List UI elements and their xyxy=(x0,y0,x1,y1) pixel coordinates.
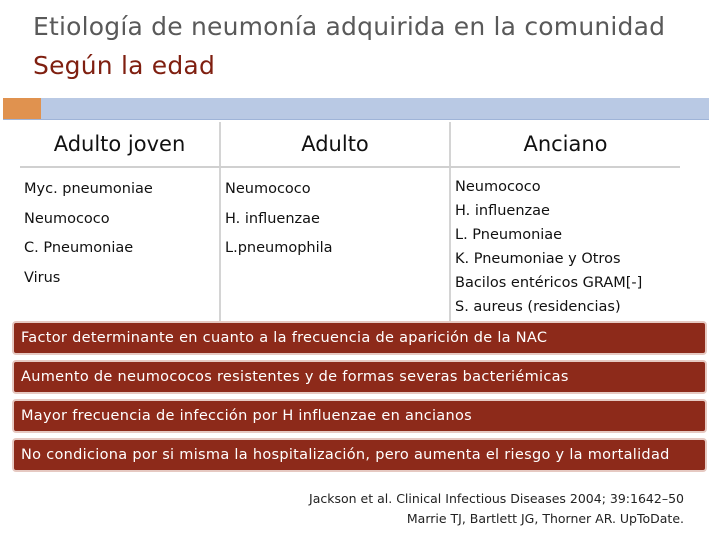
accent-bar-blue xyxy=(41,98,709,120)
list-item: Neumococo xyxy=(24,210,110,227)
list-item: Myc. pneumoniae xyxy=(24,181,153,197)
column-adulto-joven xyxy=(20,167,220,325)
fact-bar-hospitalization: No condiciona por si misma la hospitalización, pero aumenta el riesgo y la mortalidad xyxy=(12,438,707,472)
list-item: K. Pneumoniae y Otros xyxy=(455,251,621,267)
header-anciano: Anciano xyxy=(450,122,680,167)
list-item: S. aureus (residencias) xyxy=(455,299,621,315)
accent-bar-orange xyxy=(3,98,41,120)
fact-bar-resistance: Aumento de neumococos resistentes y de formas severas bacteriémicas xyxy=(12,360,707,394)
list-item: H. influenzae xyxy=(455,203,550,219)
reference-marrie: Marrie TJ, Bartlett JG, Thorner AR. UpToDate. xyxy=(406,511,684,526)
list-item: C. Pneumoniae xyxy=(24,240,134,256)
list-item: L. Pneumoniae xyxy=(455,227,563,243)
list-item: Virus xyxy=(24,269,61,286)
slide-title: Etiología de neumonía adquirida en la comunidad xyxy=(33,12,666,41)
list-item: L.pneumophila xyxy=(225,240,333,256)
fact-bar-frequency: Factor determinante en cuanto a la frecuencia de aparición de la NAC xyxy=(12,321,707,355)
list-item: Neumococo xyxy=(455,179,541,195)
etiology-by-age-table xyxy=(20,122,680,325)
facts-list xyxy=(12,321,707,477)
header-adulto-joven: Adulto joven xyxy=(20,122,220,167)
header-adulto: Adulto xyxy=(220,122,450,167)
column-anciano xyxy=(450,167,680,325)
list-item: Bacilos entéricos GRAM[-] xyxy=(455,275,643,291)
references xyxy=(309,489,684,529)
fact-bar-h-influenzae: Mayor frecuencia de infección por H influenzae en ancianos xyxy=(12,399,707,433)
column-adulto xyxy=(220,167,450,325)
list-item: Neumococo xyxy=(225,181,311,197)
reference-jackson: Jackson et al. Clinical Infectious Diseases 2004; 39:1642–50 xyxy=(309,491,684,506)
list-item: H. influenzae xyxy=(225,210,320,227)
slide-subtitle: Según la edad xyxy=(33,51,216,80)
accent-bar-divider xyxy=(3,119,709,120)
